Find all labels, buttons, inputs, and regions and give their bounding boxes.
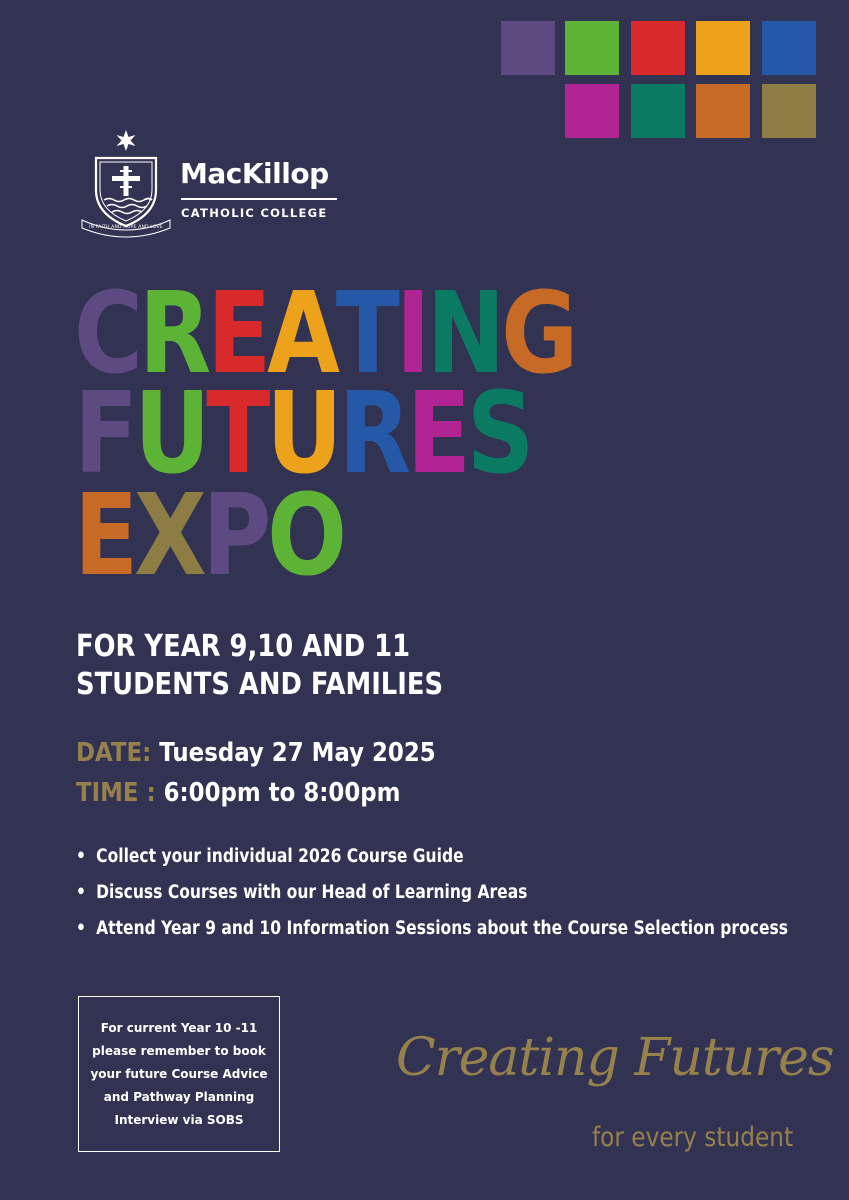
notice-line: please remember to book [92, 1043, 266, 1058]
color-square-brown-orange [696, 84, 750, 138]
logo-motto: IN FAITH AND HOPE AND LOVE [89, 225, 163, 230]
title-letter: E [406, 369, 467, 499]
color-square-magenta [565, 84, 619, 138]
title-letter: R [338, 369, 407, 499]
title-letter: T [335, 269, 396, 399]
title-letter: X [134, 471, 203, 601]
bullet-icon: • [76, 882, 86, 903]
title-letter: G [501, 269, 575, 399]
color-square-red [631, 21, 685, 75]
list-item-text: Attend Year 9 and 10 Information Sessions about the Course Selection process [96, 918, 789, 939]
title-letter: U [266, 369, 339, 499]
title-letter: E [74, 471, 135, 601]
title-letter: S [466, 369, 531, 499]
title-line-expo [74, 471, 343, 601]
notice-line: Interview via SOBS [114, 1112, 244, 1127]
slogan-tagline: for every student [592, 1122, 794, 1153]
date-row [76, 738, 436, 768]
title-letter: R [138, 269, 208, 399]
color-square-green [565, 21, 619, 75]
audience-heading [76, 628, 443, 704]
interview-notice-box [78, 996, 280, 1152]
list-item [76, 843, 788, 879]
title-letter: E [207, 269, 268, 399]
audience-line-2: STUDENTS AND FAMILIES [76, 667, 444, 702]
notice-line: your future Course Advice [90, 1066, 268, 1081]
color-square-olive [762, 84, 816, 138]
logo-divider [181, 198, 337, 200]
time-label: TIME : [76, 778, 156, 808]
college-name: MacKillop [180, 157, 329, 190]
color-square-teal [631, 84, 685, 138]
crest-icon [80, 128, 172, 238]
list-item [76, 879, 788, 915]
time-value: 6:00pm to 8:00pm [163, 778, 401, 808]
list-item [76, 915, 788, 951]
notice-line: For current Year 10 -11 [100, 1020, 258, 1035]
notice-text [84, 1017, 274, 1132]
date-label: DATE: [76, 738, 152, 768]
title-letter: C [74, 269, 139, 399]
slogan-script: Creating Futures [396, 1028, 834, 1088]
title-letter: O [267, 471, 343, 601]
audience-line-1: FOR YEAR 9,10 AND 11 [76, 629, 411, 664]
bullet-icon: • [76, 846, 86, 867]
color-square-orange [696, 21, 750, 75]
list-item-text: Discuss Courses with our Head of Learning Areas [96, 882, 528, 903]
color-square-blue [762, 21, 816, 75]
title-letter: T [206, 369, 267, 499]
title-letter: I [395, 269, 427, 399]
title-letter: N [426, 269, 502, 399]
title-letter: P [202, 471, 268, 601]
list-item-text: Collect your individual 2026 Course Guide [96, 846, 464, 867]
color-square-purple [501, 21, 555, 75]
title-letter: F [74, 369, 135, 499]
time-row [76, 778, 400, 808]
bullet-icon: • [76, 918, 86, 939]
notice-line: and Pathway Planning [103, 1089, 255, 1104]
college-subtitle: CATHOLIC COLLEGE [181, 206, 328, 220]
activity-list [76, 843, 788, 951]
date-value: Tuesday 27 May 2025 [159, 738, 436, 768]
title-letter: U [134, 369, 207, 499]
title-letter: A [267, 269, 336, 399]
